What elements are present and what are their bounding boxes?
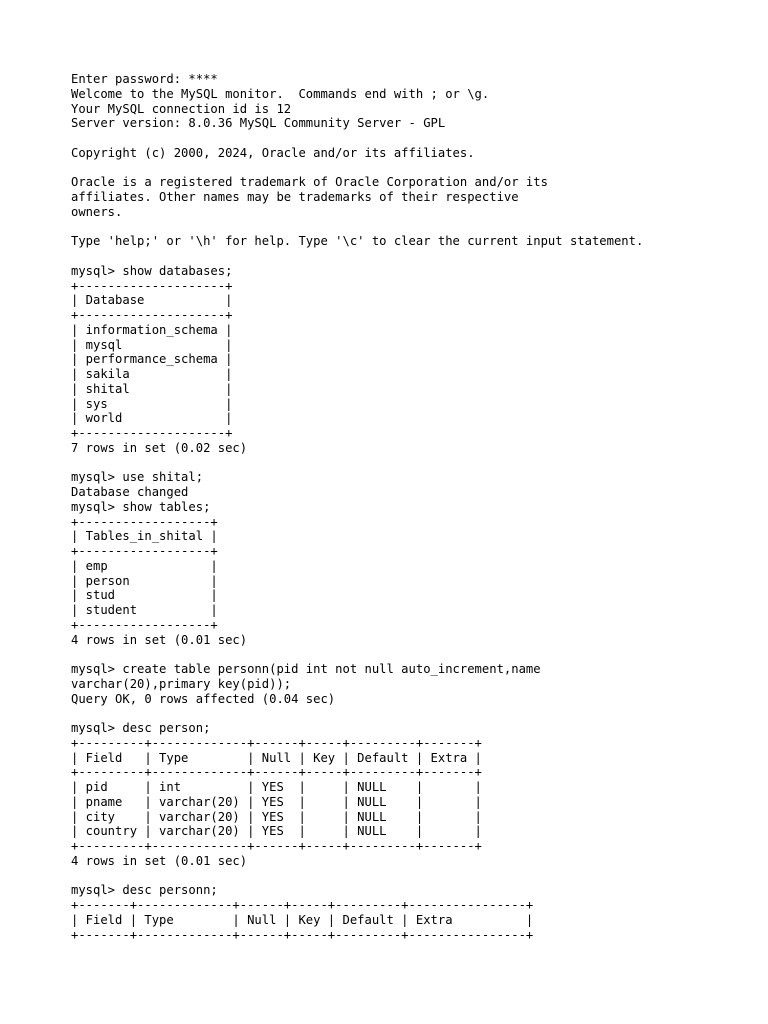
text-line: | pid | int | YES | | NULL | | xyxy=(71,780,482,794)
text-line: mysql> show databases; xyxy=(71,263,233,278)
text-line: | emp | xyxy=(71,558,218,573)
text-line: Server version: 8.0.36 MySQL Community Server - GPL xyxy=(71,116,446,131)
text-line: +------------------+ xyxy=(71,617,218,632)
text-line: Query OK, 0 rows affected (0.04 sec) xyxy=(71,691,336,706)
text-line: +--------------------+ xyxy=(71,308,233,322)
text-line: Oracle is a registered trademark of Oracle Corporation and/or its xyxy=(71,175,548,190)
text-line: Enter password: **** xyxy=(71,72,218,86)
text-line xyxy=(71,706,761,721)
text-line xyxy=(71,220,761,235)
text-line xyxy=(71,249,761,264)
text-line: owners. xyxy=(71,204,123,219)
text-line: | Database | xyxy=(71,293,233,308)
text-line: | information_schema | xyxy=(71,322,233,337)
text-line: mysql> use shital; xyxy=(71,470,204,485)
text-line: Welcome to the MySQL monitor. Commands end with ; or \g. xyxy=(71,86,490,101)
text-line: Your MySQL connection id is 12 xyxy=(71,101,292,116)
text-line xyxy=(71,869,761,884)
text-line: +---------+-------------+------+-----+---------+-------+ xyxy=(71,735,482,750)
text-line: | person | xyxy=(71,573,218,588)
text-line: mysql> show tables; xyxy=(71,499,211,514)
text-line: +-------+-------------+------+-----+---------+----------------+ xyxy=(71,898,534,912)
text-line: +------------------+ xyxy=(71,544,218,558)
text-line: | country | varchar(20) | YES | | NULL | | xyxy=(71,824,482,839)
text-line: Type 'help;' or '\h' for help. Type '\c' to clear the current input statement. xyxy=(71,234,644,249)
text-line xyxy=(71,647,761,662)
text-line: Database changed xyxy=(71,485,189,499)
text-line xyxy=(71,131,761,146)
text-line: Copyright (c) 2000, 2024, Oracle and/or its affiliates. xyxy=(71,145,475,160)
text-line: | world | xyxy=(71,411,233,426)
text-line: | Field | Type | Null | Key | Default | Extra | xyxy=(71,750,482,765)
text-line: | Tables_in_shital | xyxy=(71,529,218,544)
text-line: +---------+-------------+------+-----+---------+-------+ xyxy=(71,765,482,780)
document-page xyxy=(71,72,761,942)
text-line: | sys | xyxy=(71,396,233,411)
text-line: affiliates. Other names may be trademarks of their respective xyxy=(71,190,519,204)
text-line: 4 rows in set (0.01 sec) xyxy=(71,853,248,868)
text-line xyxy=(71,456,761,471)
text-line: varchar(20),primary key(pid)); xyxy=(71,676,292,691)
text-line: | Field | Type | Null | Key | Default | Extra | xyxy=(71,912,534,927)
text-line: 4 rows in set (0.01 sec) xyxy=(71,632,248,647)
text-line: | shital | xyxy=(71,381,233,396)
text-line: | city | varchar(20) | YES | | NULL | | xyxy=(71,809,482,824)
text-line: mysql> create table personn(pid int not null auto_increment,name xyxy=(71,662,541,676)
text-line: +--------------------+ xyxy=(71,426,233,440)
text-line: | mysql | xyxy=(71,337,233,352)
text-line: mysql> desc personn; xyxy=(71,883,218,898)
text-line: | stud | xyxy=(71,588,218,603)
text-line: | sakila | xyxy=(71,367,233,381)
text-line: +--------------------+ xyxy=(71,278,233,293)
text-line: +-------+-------------+------+-----+---------+----------------+ xyxy=(71,927,534,942)
text-line: +------------------+ xyxy=(71,514,218,529)
text-line: 7 rows in set (0.02 sec) xyxy=(71,440,248,455)
terminal-transcript xyxy=(71,72,761,942)
text-line: mysql> desc person; xyxy=(71,721,211,735)
text-line: | performance_schema | xyxy=(71,352,233,367)
text-line: +---------+-------------+------+-----+---------+-------+ xyxy=(71,839,482,853)
text-line: | pname | varchar(20) | YES | | NULL | | xyxy=(71,794,482,809)
text-line xyxy=(71,161,761,176)
text-line: | student | xyxy=(71,603,218,617)
